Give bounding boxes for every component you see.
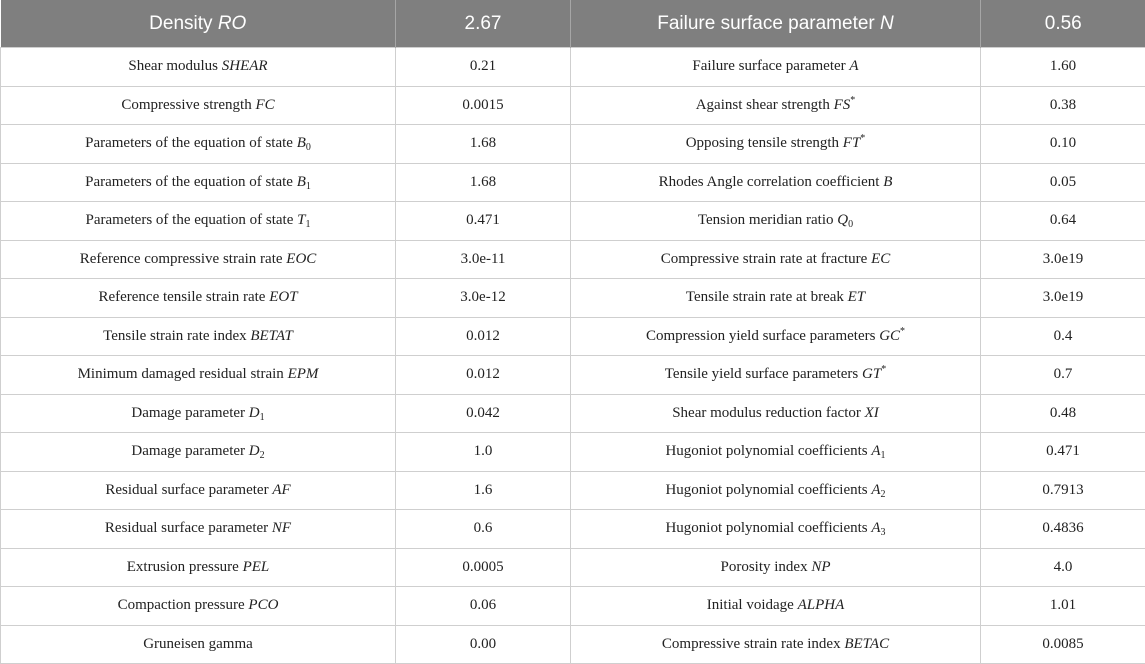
left-parameter-value: 0.6 [396, 510, 571, 549]
right-parameter-label [571, 356, 981, 395]
parameter-name: Against shear strength [695, 96, 830, 113]
right-parameter-value: 3.0e19 [981, 240, 1145, 279]
right-parameter-label [571, 48, 981, 87]
right-parameter-value: 3.0e19 [981, 279, 1145, 318]
symbol-superscript: * [881, 364, 887, 376]
right-parameter-label [571, 86, 981, 125]
right-parameter-value: 0.64 [981, 202, 1145, 241]
table-row [1, 279, 1145, 318]
parameter-name: Rhodes Angle correlation coefficient [658, 173, 880, 190]
parameter-name: Shear modulus [128, 58, 218, 75]
left-parameter-label [1, 356, 396, 395]
right-parameter-value: 4.0 [981, 548, 1145, 587]
header-failure-surface-n-value: 0.56 [981, 0, 1145, 48]
parameter-symbol: B [296, 173, 306, 190]
parameter-symbol: BETAT [250, 327, 293, 344]
parameter-name: Parameters of the equation of state [85, 135, 293, 152]
left-parameter-label [1, 510, 396, 549]
parameter-symbol: Q [837, 212, 849, 229]
symbol-subscript: 2 [880, 488, 886, 500]
parameter-name: Compressive strain rate index [661, 635, 841, 652]
table-row [1, 587, 1145, 626]
right-parameter-value: 0.38 [981, 86, 1145, 125]
parameter-symbol: EOC [286, 250, 317, 267]
parameter-name: Shear modulus reduction factor [672, 404, 861, 421]
parameter-symbol: EC [871, 250, 891, 267]
parameter-name: Damage parameter [131, 443, 246, 460]
left-parameter-label [1, 86, 396, 125]
parameter-name: Reference compressive strain rate [79, 250, 283, 267]
table-row [1, 240, 1145, 279]
left-parameter-label [1, 202, 396, 241]
table-body [1, 48, 1145, 664]
parameter-name: Tensile strain rate at break [685, 289, 844, 306]
parameter-symbol: PEL [242, 558, 270, 575]
parameter-symbol: A [849, 58, 859, 75]
parameter-symbol: PCO [248, 597, 279, 614]
parameter-name: Porosity index [720, 558, 808, 575]
right-parameter-value: 0.471 [981, 433, 1145, 472]
table-row [1, 471, 1145, 510]
left-parameter-value: 1.0 [396, 433, 571, 472]
parameter-symbol: D [248, 404, 260, 421]
right-parameter-value: 1.01 [981, 587, 1145, 626]
left-parameter-value: 0.21 [396, 48, 571, 87]
right-parameter-label [571, 548, 981, 587]
right-parameter-label [571, 317, 981, 356]
parameter-name: Opposing tensile strength [685, 135, 840, 152]
table-row [1, 510, 1145, 549]
symbol-subscript: 1 [880, 450, 886, 462]
symbol-subscript: 0 [848, 219, 854, 231]
right-parameter-value: 0.4836 [981, 510, 1145, 549]
parameter-symbol: AF [272, 481, 291, 498]
right-parameter-label [571, 433, 981, 472]
left-parameter-label [1, 279, 396, 318]
symbol-subscript: 3 [880, 527, 886, 539]
left-parameter-label [1, 625, 396, 664]
symbol-subscript: 1 [305, 180, 311, 192]
table-row [1, 394, 1145, 433]
table-row [1, 48, 1145, 87]
right-parameter-label [571, 163, 981, 202]
parameter-symbol: FT [842, 135, 861, 152]
left-parameter-label [1, 240, 396, 279]
left-parameter-value: 1.68 [396, 163, 571, 202]
left-parameter-value: 0.00 [396, 625, 571, 664]
parameter-name: Compression yield surface parameters [645, 327, 876, 344]
parameter-symbol: ALPHA [797, 597, 845, 614]
table-row [1, 625, 1145, 664]
left-parameter-label [1, 471, 396, 510]
table-row [1, 86, 1145, 125]
table-row [1, 163, 1145, 202]
table-row [1, 317, 1145, 356]
parameter-name: Failure surface parameter [692, 58, 846, 75]
left-parameter-value: 3.0e-11 [396, 240, 571, 279]
parameter-name: Hugoniot polynomial coefficients [665, 520, 868, 537]
parameter-symbol: A [871, 520, 881, 537]
parameter-symbol: NP [811, 558, 831, 575]
symbol-superscript: * [860, 133, 866, 145]
table-row [1, 433, 1145, 472]
parameter-name: Tensile yield surface parameters [664, 366, 859, 383]
parameter-symbol: FS [833, 96, 851, 113]
left-parameter-value: 0.471 [396, 202, 571, 241]
left-parameter-value: 0.06 [396, 587, 571, 626]
parameter-name: Extrusion pressure [126, 558, 239, 575]
symbol-superscript: * [850, 94, 856, 106]
right-parameter-value: 0.7 [981, 356, 1145, 395]
left-parameter-label [1, 317, 396, 356]
parameter-symbol: T [297, 212, 306, 229]
parameter-name: Reference tensile strain rate [98, 289, 266, 306]
parameter-name: Tensile strain rate index [103, 327, 247, 344]
left-parameter-label [1, 587, 396, 626]
table-row [1, 202, 1145, 241]
left-parameter-value: 1.6 [396, 471, 571, 510]
parameter-name: Compressive strength [121, 96, 252, 113]
right-parameter-label [571, 510, 981, 549]
parameter-name: Hugoniot polynomial coefficients [665, 481, 868, 498]
left-parameter-label [1, 433, 396, 472]
right-parameter-label [571, 625, 981, 664]
symbol-subscript: 2 [259, 450, 265, 462]
parameter-name: Residual surface parameter [104, 520, 269, 537]
parameter-symbol: SHEAR [221, 58, 268, 75]
left-parameter-value: 0.0005 [396, 548, 571, 587]
right-parameter-value: 0.4 [981, 317, 1145, 356]
right-parameter-label [571, 587, 981, 626]
parameter-name: Minimum damaged residual strain [77, 366, 284, 383]
parameter-symbol: EPM [287, 366, 319, 383]
parameter-name: Parameters of the equation of state [85, 173, 293, 190]
parameter-symbol: XI [864, 404, 879, 421]
parameter-symbol: NF [271, 520, 292, 537]
parameter-symbol: GC [879, 327, 901, 344]
parameter-name: Damage parameter [131, 404, 246, 421]
parameter-name: Parameters of the equation of state [85, 212, 294, 229]
right-parameter-label [571, 202, 981, 241]
parameter-name: Gruneisen gamma [143, 635, 253, 652]
header-density: Density RO [1, 0, 396, 48]
symbol-superscript: * [900, 325, 906, 337]
right-parameter-value: 0.10 [981, 125, 1145, 164]
table-row [1, 356, 1145, 395]
table-row [1, 548, 1145, 587]
parameter-symbol: FC [255, 96, 275, 113]
right-parameter-label [571, 125, 981, 164]
parameter-symbol: ET [847, 289, 866, 306]
header-failure-surface-n: Failure surface parameter N [571, 0, 981, 48]
right-parameter-label [571, 240, 981, 279]
left-parameter-label [1, 125, 396, 164]
left-parameter-label [1, 548, 396, 587]
left-parameter-value: 3.0e-12 [396, 279, 571, 318]
right-parameter-value: 0.48 [981, 394, 1145, 433]
parameter-name: Initial voidage [706, 597, 794, 614]
parameter-name: Residual surface parameter [105, 481, 269, 498]
right-parameter-value: 1.60 [981, 48, 1145, 87]
right-parameter-value: 0.05 [981, 163, 1145, 202]
symbol-subscript: 0 [305, 142, 311, 154]
left-parameter-label [1, 394, 396, 433]
right-parameter-label [571, 279, 981, 318]
parameter-name: Compaction pressure [117, 597, 245, 614]
parameter-symbol: BETAC [844, 635, 890, 652]
parameter-symbol: GT [862, 366, 882, 383]
parameter-symbol: B [296, 135, 306, 152]
parameter-name: Compressive strain rate at fracture [660, 250, 868, 267]
header-density-value: 2.67 [396, 0, 571, 48]
parameter-name: Hugoniot polynomial coefficients [665, 443, 868, 460]
left-parameter-value: 0.012 [396, 317, 571, 356]
parameter-symbol: EOT [269, 289, 298, 306]
left-parameter-value: 1.68 [396, 125, 571, 164]
left-parameter-value: 0.012 [396, 356, 571, 395]
parameter-name: Tension meridian ratio [697, 212, 834, 229]
left-parameter-label [1, 163, 396, 202]
left-parameter-label [1, 48, 396, 87]
header-row [1, 0, 1145, 48]
table-row [1, 125, 1145, 164]
parameter-symbol: A [871, 481, 881, 498]
symbol-subscript: 1 [259, 411, 265, 423]
parameter-symbol: D [248, 443, 260, 460]
symbol-subscript: 1 [305, 219, 311, 231]
left-parameter-value: 0.042 [396, 394, 571, 433]
right-parameter-label [571, 394, 981, 433]
parameter-symbol: A [871, 443, 881, 460]
right-parameter-value: 0.7913 [981, 471, 1145, 510]
right-parameter-value: 0.0085 [981, 625, 1145, 664]
parameter-symbol: B [883, 173, 893, 190]
right-parameter-label [571, 471, 981, 510]
left-parameter-value: 0.0015 [396, 86, 571, 125]
